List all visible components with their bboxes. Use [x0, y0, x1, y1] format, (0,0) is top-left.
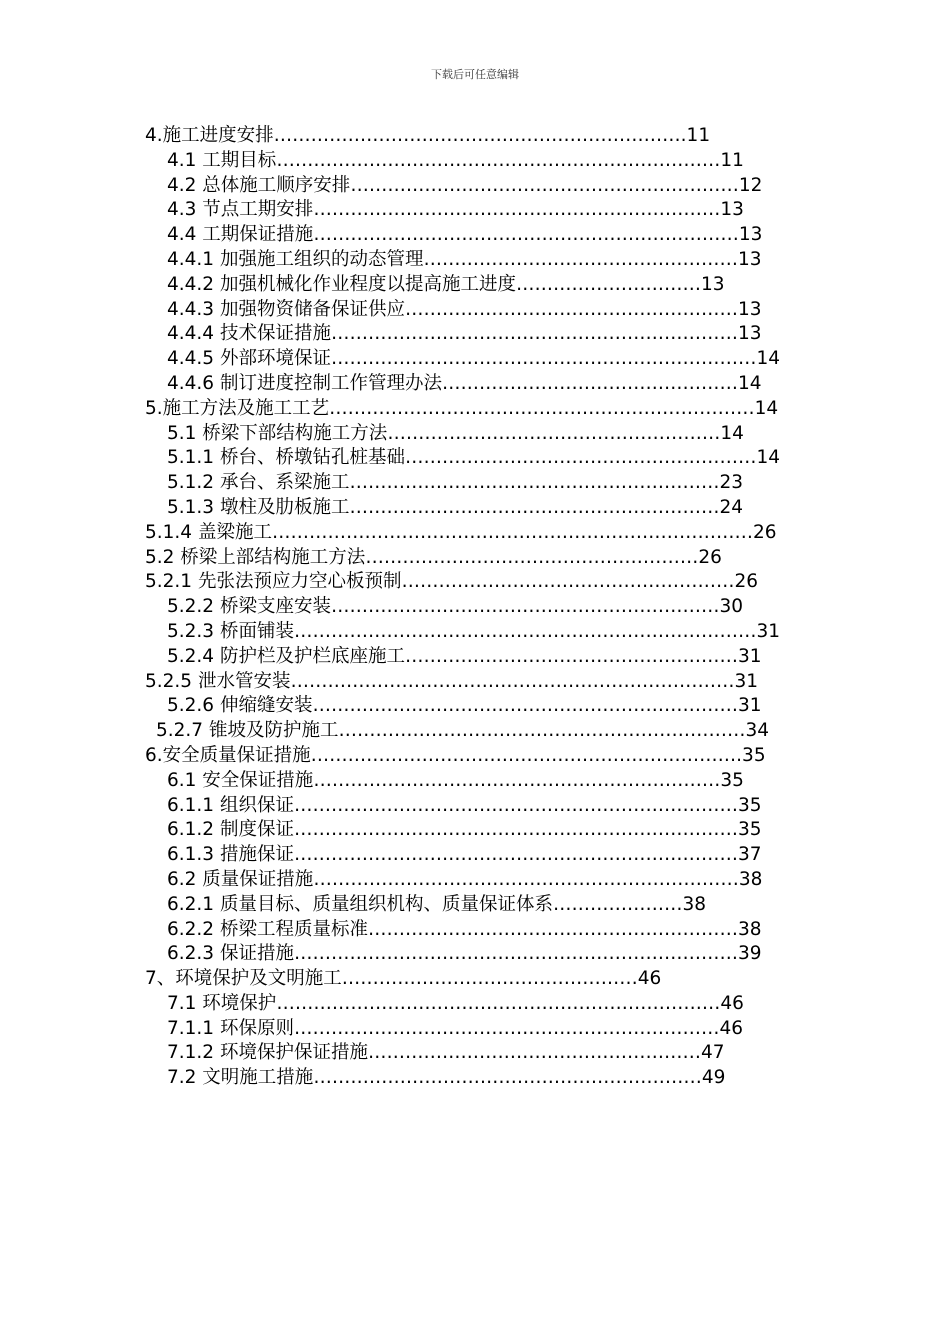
- toc-entry-leader: ………………………………………………………….: [273, 125, 687, 146]
- toc-entry[interactable]: [0, 645, 775, 670]
- toc-entry-leader: ………………………………………………: [367, 1042, 701, 1064]
- toc-entry[interactable]: [0, 496, 775, 521]
- toc-entry-title: 5.2.6 伸缩缝安装: [167, 695, 313, 717]
- toc-entry-page-number: 13: [737, 248, 762, 270]
- toc-entry-title: 5.2.2 桥梁支座安装: [167, 596, 331, 618]
- toc-entry[interactable]: [0, 149, 780, 174]
- toc-entry[interactable]: [0, 744, 792, 769]
- toc-entry-page-number: 26: [698, 546, 722, 568]
- toc-entry-title: 7.1.2 环境保护保证措施: [167, 1042, 368, 1064]
- toc-entry-leader: ……………………………………………………………: [329, 397, 755, 419]
- toc-entry[interactable]: [0, 347, 797, 372]
- toc-entry-page-number: 13: [700, 273, 725, 295]
- toc-entry[interactable]: [0, 546, 758, 571]
- toc-entry[interactable]: [0, 521, 797, 546]
- toc-entry[interactable]: [0, 1066, 735, 1091]
- toc-entry-page-number: 31: [734, 670, 758, 692]
- toc-entry-page-number: 14: [756, 348, 781, 370]
- toc-entry-title: 4.1 工期目标: [167, 149, 277, 171]
- toc-entry-page-number: 26: [734, 571, 759, 593]
- toc-entry[interactable]: [0, 322, 775, 347]
- toc-entry-title: 5.2.5 泄水管安装: [145, 670, 291, 692]
- toc-entry-page-number: 24: [719, 496, 744, 518]
- toc-entry-page-number: 13: [738, 224, 763, 246]
- toc-entry-title: 6.1.3 措施保证: [167, 844, 294, 866]
- toc-entry-leader: ………………………………………………………………: [293, 844, 738, 866]
- toc-entry-title: 5.2.7 锥坡及防护施工: [156, 720, 339, 742]
- toc-entry[interactable]: [0, 868, 780, 893]
- toc-entry-page-number: 31: [737, 695, 762, 717]
- toc-entry[interactable]: [0, 967, 714, 992]
- toc-entry-title: 5.施工方法及施工工艺: [145, 397, 330, 419]
- toc-entry-page-number: 34: [745, 720, 770, 742]
- toc-entry-page-number: 13: [737, 298, 762, 320]
- toc-entry-page-number: 31: [737, 645, 762, 667]
- toc-entry-page-number: 46: [719, 1017, 743, 1039]
- toc-entry[interactable]: [0, 843, 775, 868]
- toc-entry-page-number: 38: [737, 918, 762, 940]
- toc-entry-leader: …………………………………………: [441, 372, 738, 394]
- toc-entry-leader: …………………………………………………………: [313, 199, 721, 221]
- page-header: 下载后可任意编辑: [431, 68, 519, 81]
- toc-entry-leader: …………………………………………………………: [338, 720, 746, 742]
- toc-entry[interactable]: [0, 620, 797, 645]
- toc-entry-page-number: 37: [737, 844, 762, 866]
- toc-entry[interactable]: [0, 595, 775, 620]
- toc-entry-page-number: 35: [742, 744, 766, 766]
- toc-entry-title: 7.2 文明施工措施: [167, 1067, 314, 1089]
- toc-entry-leader: ……………………………………………………: [349, 496, 720, 518]
- toc-entry-title: 4.4.2 加强机械化作业程度以提高施工进度: [167, 273, 516, 295]
- toc-entry[interactable]: [0, 198, 758, 223]
- toc-entry-page-number: 14: [756, 447, 781, 469]
- toc-entry-title: 5.1.1 桥台、桥墩钻孔桩基础: [167, 447, 405, 469]
- toc-entry-leader: ……………………………………………………………………: [271, 521, 753, 543]
- toc-entry-leader: …………………………………………………………: [313, 769, 721, 791]
- toc-entry-page-number: 12: [738, 174, 763, 196]
- toc-entry-page-number: 31: [756, 620, 780, 642]
- toc-entry-leader: ………………………………………………………………: [293, 794, 738, 816]
- toc-entry-title: 4.4.1 加强施工组织的动态管理: [167, 248, 424, 270]
- toc-entry-title: 4.4.5 外部环境保证: [167, 348, 331, 370]
- toc-entry-leader: ……………………………………………………: [367, 918, 738, 940]
- toc-entry-title: 6.2.1 质量目标、质量组织机构、质量保证体系: [167, 893, 553, 915]
- toc-entry-leader: ……………………………………………………………: [313, 224, 739, 246]
- toc-entry[interactable]: [0, 471, 775, 496]
- toc-entry[interactable]: [0, 918, 775, 943]
- toc-entry-page-number: 35: [737, 819, 762, 841]
- toc-entry-leader: ………………………………………………………: [313, 1067, 702, 1089]
- toc-entry[interactable]: [0, 1041, 752, 1066]
- toc-entry-page-number: 49: [701, 1067, 726, 1089]
- toc-entry-leader: ………………………………………………: [387, 422, 721, 444]
- toc-entry-title: 7.1 环境保护: [167, 992, 277, 1014]
- toc-entry-leader: ………………………………………………: [404, 298, 738, 320]
- toc-entry-page-number: 13: [737, 323, 762, 345]
- toc-entry[interactable]: [0, 273, 797, 298]
- toc-entry[interactable]: [0, 397, 787, 422]
- toc-entry-page-number: 35: [737, 794, 762, 816]
- toc-entry-leader: …………………………………………………………………: [293, 620, 757, 642]
- toc-entry-title: 4.4.4 技术保证措施: [167, 323, 331, 345]
- toc-entry-leader: ………………………………………………………………: [276, 992, 721, 1014]
- toc-entry[interactable]: [0, 372, 797, 397]
- toc-entry-title: 4.3 节点工期安排: [167, 199, 314, 221]
- toc-entry-title: 6.1.2 制度保证: [167, 819, 294, 841]
- toc-entry-title: 6.1 安全保证措施: [167, 769, 314, 791]
- toc-entry-leader: ………………………………………………: [404, 645, 738, 667]
- table-of-contents: [0, 124, 950, 1091]
- toc-entry-title: 6.2.3 保证措施: [167, 943, 294, 965]
- toc-entry[interactable]: [0, 1017, 752, 1042]
- toc-entry-title: 4.2 总体施工顺序安排: [167, 174, 351, 196]
- toc-entry-leader: ……………………………………………………………: [313, 868, 739, 890]
- toc-entry-title: 7.1.1 环保原则: [167, 1017, 294, 1039]
- toc-entry-title: 5.1 桥梁下部结构施工方法: [167, 422, 388, 444]
- toc-entry-title: 6.2.2 桥梁工程质量标准: [167, 918, 368, 940]
- toc-entry[interactable]: [0, 223, 780, 248]
- toc-entry-page-number: 14: [754, 397, 779, 419]
- toc-entry-title: 6.安全质量保证措施: [145, 744, 311, 766]
- toc-entry[interactable]: [0, 719, 785, 744]
- toc-entry-title: 5.2.3 桥面铺装: [167, 620, 294, 642]
- toc-entry-page-number: 35: [720, 769, 744, 791]
- toc-entry-title: 4.施工进度安排: [145, 125, 274, 146]
- toc-entry-page-number: 46: [637, 968, 662, 990]
- toc-entry-page-number: 11: [686, 125, 711, 146]
- toc-entry-leader: ……………………………………………………………: [312, 695, 738, 717]
- toc-entry-page-number: 30: [719, 596, 744, 618]
- toc-entry[interactable]: [0, 794, 775, 819]
- toc-entry-leader: ………………………………………………………………: [293, 819, 738, 841]
- toc-entry-page-number: 23: [719, 472, 744, 494]
- toc-entry-title: 7、环境保护及文明施工: [145, 968, 342, 990]
- toc-entry[interactable]: [0, 694, 775, 719]
- toc-entry-title: 5.1.4 盖梁施工: [145, 521, 272, 543]
- toc-entry-leader: ……………………………………………………: [349, 472, 720, 494]
- toc-entry-title: 5.1.3 墩柱及肋板施工: [167, 496, 350, 518]
- toc-entry[interactable]: [0, 670, 775, 695]
- toc-entry[interactable]: [0, 992, 758, 1017]
- toc-entry-title: 5.1.2 承台、系梁施工: [167, 472, 350, 494]
- toc-entry-leader: ……………………………………………………………: [293, 1017, 720, 1039]
- toc-entry[interactable]: [0, 446, 797, 471]
- toc-entry-title: 5.2.1 先张法预应力空心板预制: [145, 571, 402, 593]
- toc-entry[interactable]: [0, 570, 775, 595]
- toc-entry-page-number: 13: [720, 199, 744, 221]
- toc-entry-leader: ……………………………………………………………: [330, 348, 757, 370]
- toc-entry-page-number: 38: [738, 868, 763, 890]
- toc-entry-leader: …………………………………………………………: [330, 323, 738, 345]
- toc-entry-leader: …………………………………………………………….: [310, 744, 743, 766]
- toc-entry-leader: ………………………………………………: [365, 546, 699, 568]
- toc-entry-title: 6.2 质量保证措施: [167, 868, 314, 890]
- toc-entry[interactable]: [0, 818, 775, 843]
- toc-entry[interactable]: [0, 124, 770, 149]
- toc-entry-title: 4.4.3 加强物资储备保证供应: [167, 298, 405, 320]
- toc-entry[interactable]: [0, 174, 780, 199]
- toc-entry-title: 5.2 桥梁上部结构施工方法: [145, 546, 366, 568]
- toc-entry-leader: …………………: [552, 893, 683, 915]
- toc-entry[interactable]: [0, 298, 775, 323]
- toc-entry-title: 4.4 工期保证措施: [167, 224, 314, 246]
- toc-entry[interactable]: [0, 769, 758, 794]
- toc-entry-leader: ………………………………………………………………: [276, 149, 721, 171]
- toc-entry-page-number: 39: [737, 943, 762, 965]
- toc-entry-page-number: 38: [682, 893, 707, 915]
- toc-entry-page-number: 14: [737, 372, 762, 394]
- toc-entry-title: 5.2.4 防护栏及护栏底座施工: [167, 645, 405, 667]
- toc-entry-leader: ………………………………………………………………: [290, 670, 735, 692]
- toc-entry-page-number: 47: [700, 1042, 725, 1064]
- toc-entry-leader: ……………………………………………: [423, 248, 738, 270]
- toc-entry-page-number: 11: [720, 149, 744, 171]
- toc-entry-leader: ………………………………………………………: [330, 596, 720, 618]
- toc-entry[interactable]: [0, 248, 775, 273]
- toc-entry-leader: ………………………………………………: [401, 571, 735, 593]
- toc-entry-leader: …………………………………………: [341, 968, 638, 990]
- toc-entry-leader: …………………………: [515, 273, 701, 295]
- toc-entry-leader: …………………………………………………: [404, 447, 757, 469]
- toc-entry-leader: ………………………………………………………………: [293, 943, 738, 965]
- toc-entry-leader: ………………………………………………………: [350, 174, 739, 196]
- toc-entry-title: 4.4.6 制订进度控制工作管理办法: [167, 372, 442, 394]
- toc-entry[interactable]: [0, 422, 780, 447]
- toc-entry[interactable]: [0, 942, 775, 967]
- toc-entry-page-number: 46: [720, 992, 744, 1014]
- toc-entry-title: 6.1.1 组织保证: [167, 794, 294, 816]
- toc-entry-page-number: 14: [720, 422, 744, 444]
- toc-entry[interactable]: [0, 893, 797, 918]
- toc-entry-page-number: 26: [752, 521, 777, 543]
